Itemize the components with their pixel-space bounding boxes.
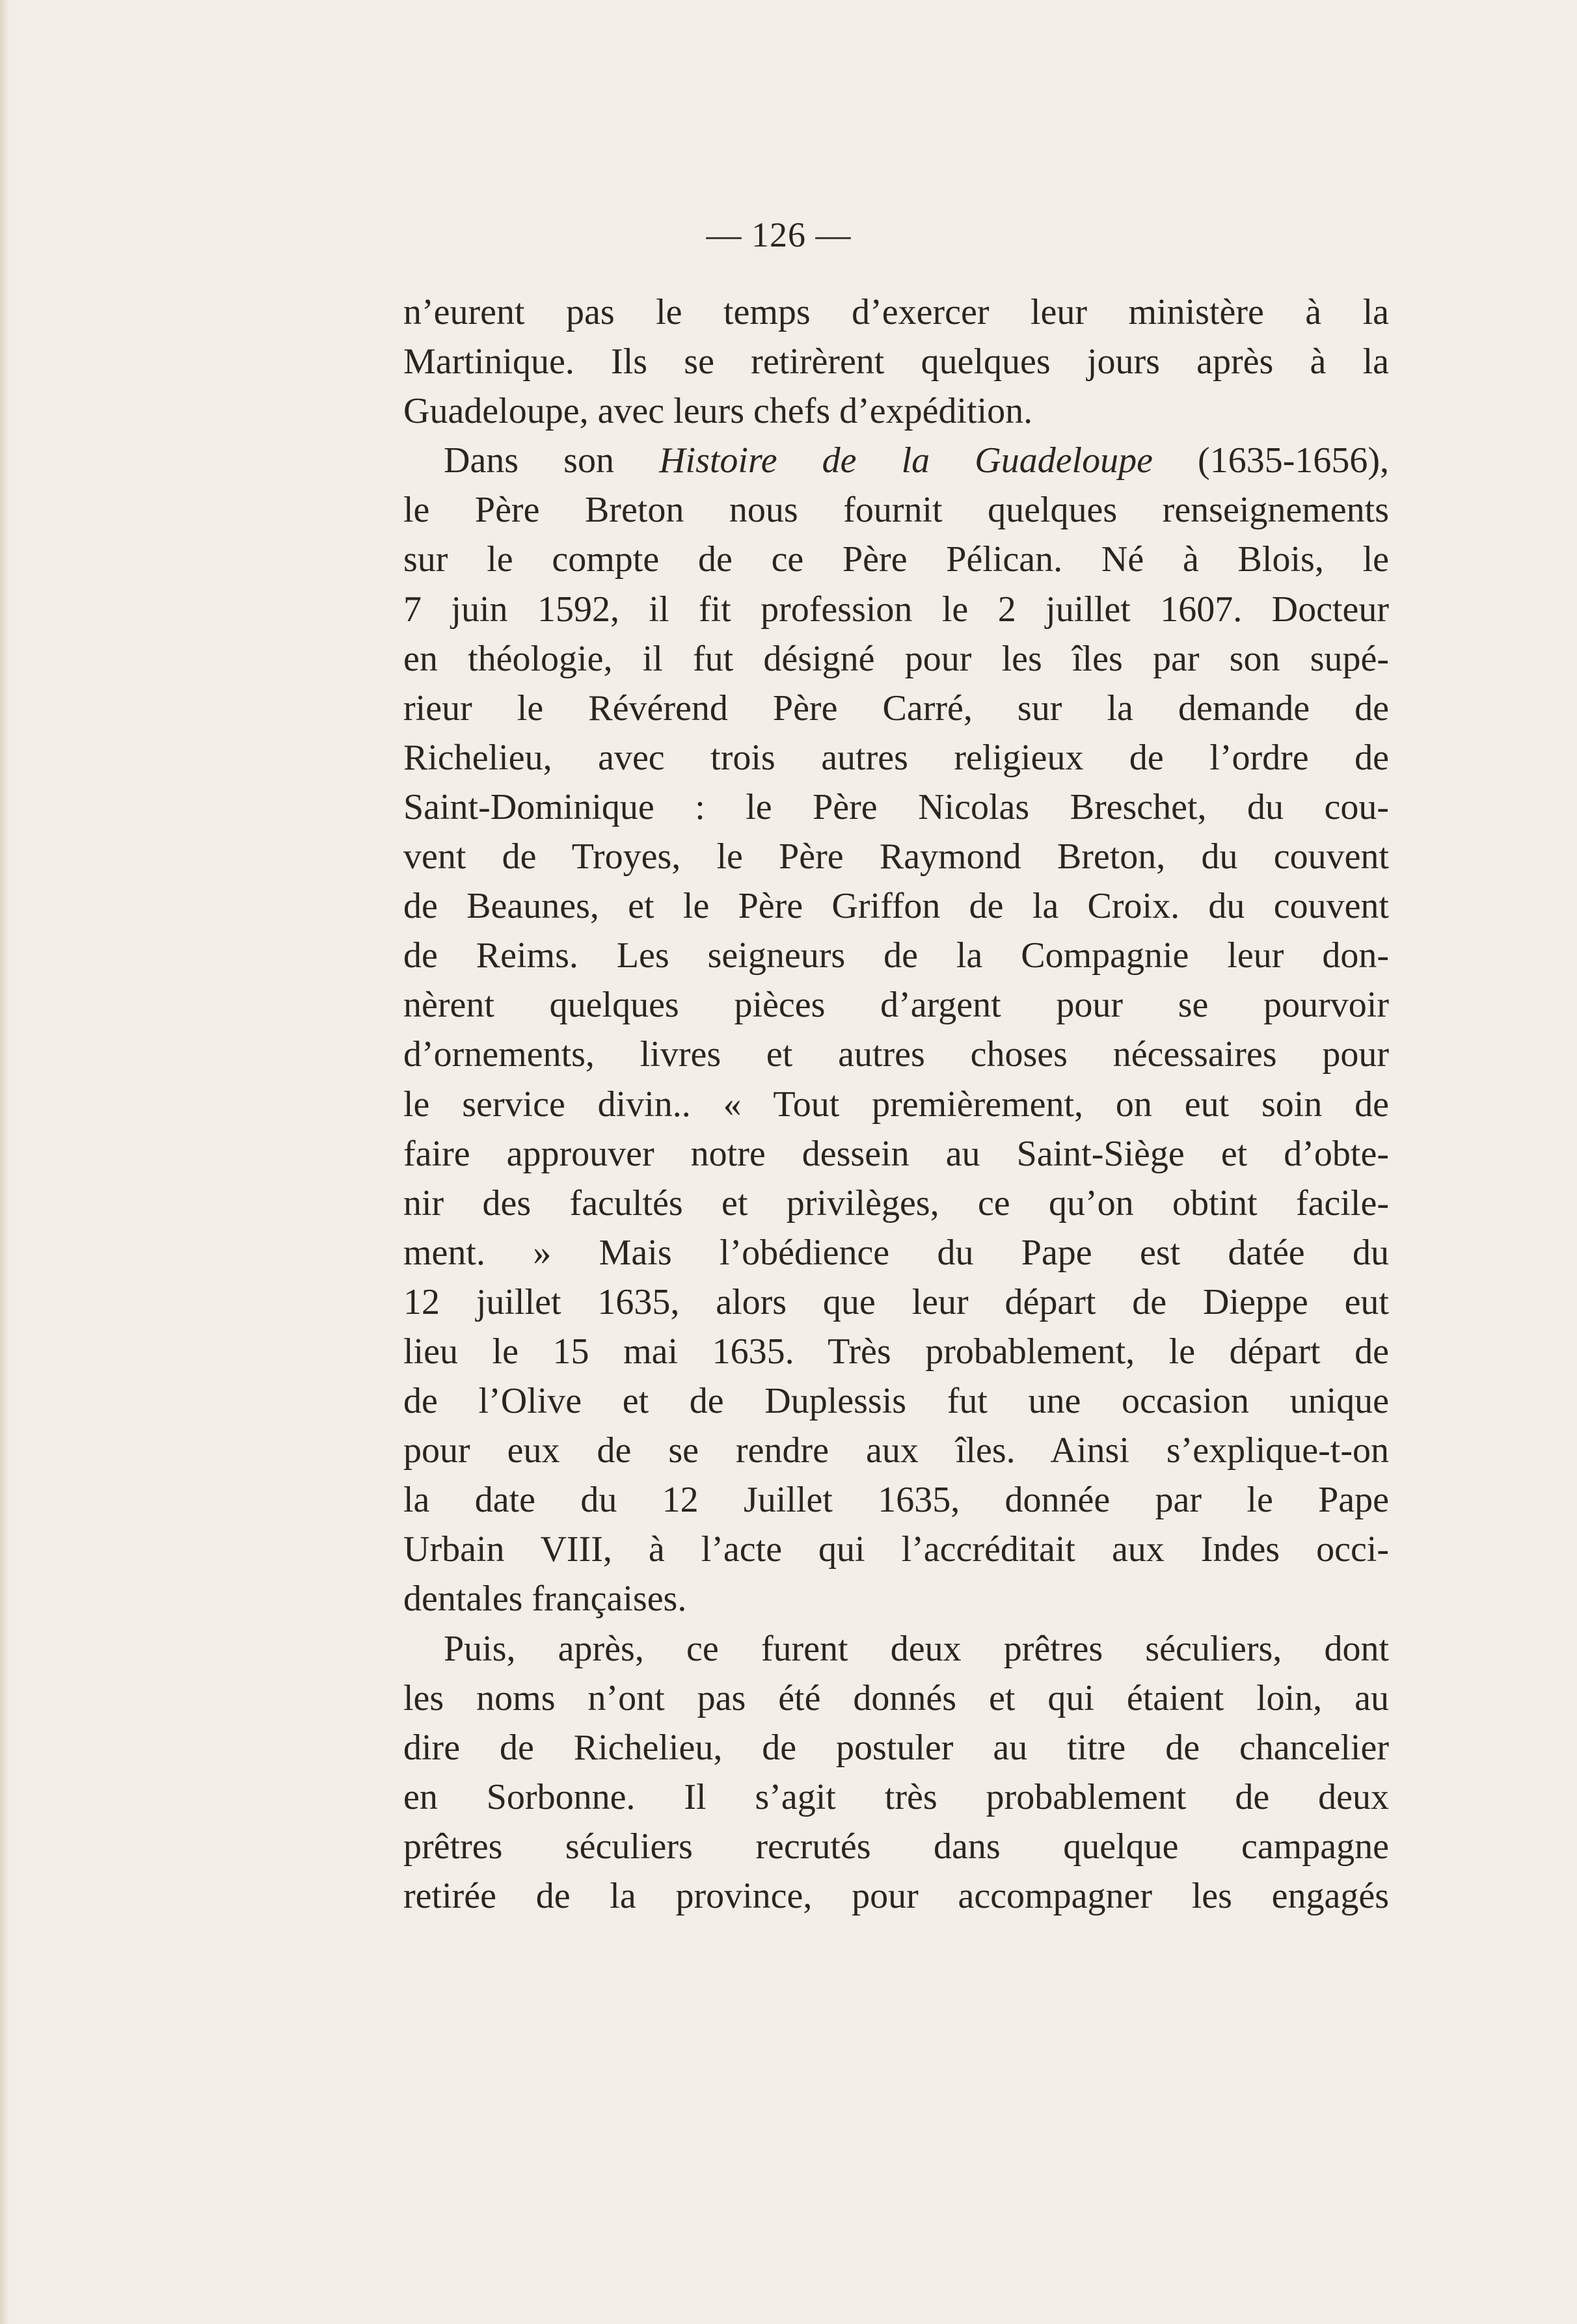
text-line — [403, 436, 1389, 485]
text-line: lieu le 15 mai 1635. Très probablement, le départ de — [403, 1331, 1389, 1372]
text-line: Puis, après, ce furent deux prêtres séculiers, dont — [444, 1628, 1389, 1669]
page-edge-shadow — [0, 0, 9, 2324]
text-line: 7 juin 1592, il fit profession le 2 juillet 1607. Docteur — [403, 589, 1389, 630]
text-line: vent de Troyes, le Père Raymond Breton, du couvent — [403, 836, 1389, 877]
text-line: Urbain VIII, à l’acte qui l’accréditait aux Indes occi- — [403, 1529, 1389, 1570]
text-line: d’ornements, livres et autres choses nécessaires pour — [403, 1034, 1389, 1075]
page-number — [0, 215, 1577, 255]
text-line: de Reims. Les seigneurs de la Compagnie leur don- — [403, 935, 1389, 976]
text-line: le Père Breton nous fournit quelques renseignements — [403, 490, 1389, 531]
text-line: dentales françaises. — [403, 1579, 687, 1620]
text-line: n’eurent pas le temps d’exercer leur ministère à la — [403, 292, 1389, 332]
text-line: retirée de la province, pour accompagner les engagés — [403, 1876, 1389, 1916]
body-text — [403, 287, 1389, 1921]
text-line: Guadeloupe, avec leurs chefs d’expédition. — [403, 391, 1033, 432]
book-title: Histoire de la Guadeloupe — [659, 440, 1153, 481]
text-line: le service divin.. « Tout premièrement, on eut soin de — [403, 1084, 1389, 1125]
text-line: dire de Richelieu, de postuler au titre de chancelier — [403, 1727, 1389, 1768]
text-line: pour eux de se rendre aux îles. Ainsi s’explique-t-on — [403, 1430, 1389, 1471]
text-line: rieur le Révérend Père Carré, sur la demande de — [403, 688, 1389, 728]
text-line: les noms n’ont pas été donnés et qui étaient loin, au — [403, 1677, 1389, 1718]
text-line: sur le compte de ce Père Pélican. Né à Blois, le — [403, 539, 1389, 580]
text-line: de l’Olive et de Duplessis fut une occasion unique — [403, 1381, 1389, 1422]
text-line: la date du 12 Juillet 1635, donnée par le Pape — [403, 1480, 1389, 1521]
page-number-text: — 126 — — [706, 215, 852, 254]
text-line: prêtres séculiers recrutés dans quelque campagne — [403, 1826, 1389, 1867]
text-line: 12 juillet 1635, alors que leur départ de Dieppe eut — [403, 1281, 1389, 1322]
text-line: faire approuver notre dessein au Saint-Siège et d’obte- — [403, 1133, 1389, 1174]
text-line: ment. » Mais l’obédience du Pape est datée du — [403, 1232, 1389, 1273]
text-line: nir des facultés et privilèges, ce qu’on obtint facile- — [403, 1182, 1389, 1223]
text-line: en Sorbonne. Il s’agit très probablement de deux — [403, 1776, 1389, 1817]
text-line: Saint-Dominique : le Père Nicolas Breschet, du cou- — [403, 786, 1389, 827]
text-line: Richelieu, avec trois autres religieux de l’ordre de — [403, 737, 1389, 778]
text-line: en théologie, il fut désigné pour les îles par son supé- — [403, 638, 1389, 679]
text-line: Martinique. Ils se retirèrent quelques jours après à la — [403, 341, 1389, 382]
text-span: Dans son — [444, 440, 660, 481]
text-line: de Beaunes, et le Père Griffon de la Croix. du couvent — [403, 886, 1389, 927]
text-span: (1635-1656), — [1152, 440, 1390, 481]
text-line: nèrent quelques pièces d’argent pour se pourvoir — [403, 985, 1389, 1026]
